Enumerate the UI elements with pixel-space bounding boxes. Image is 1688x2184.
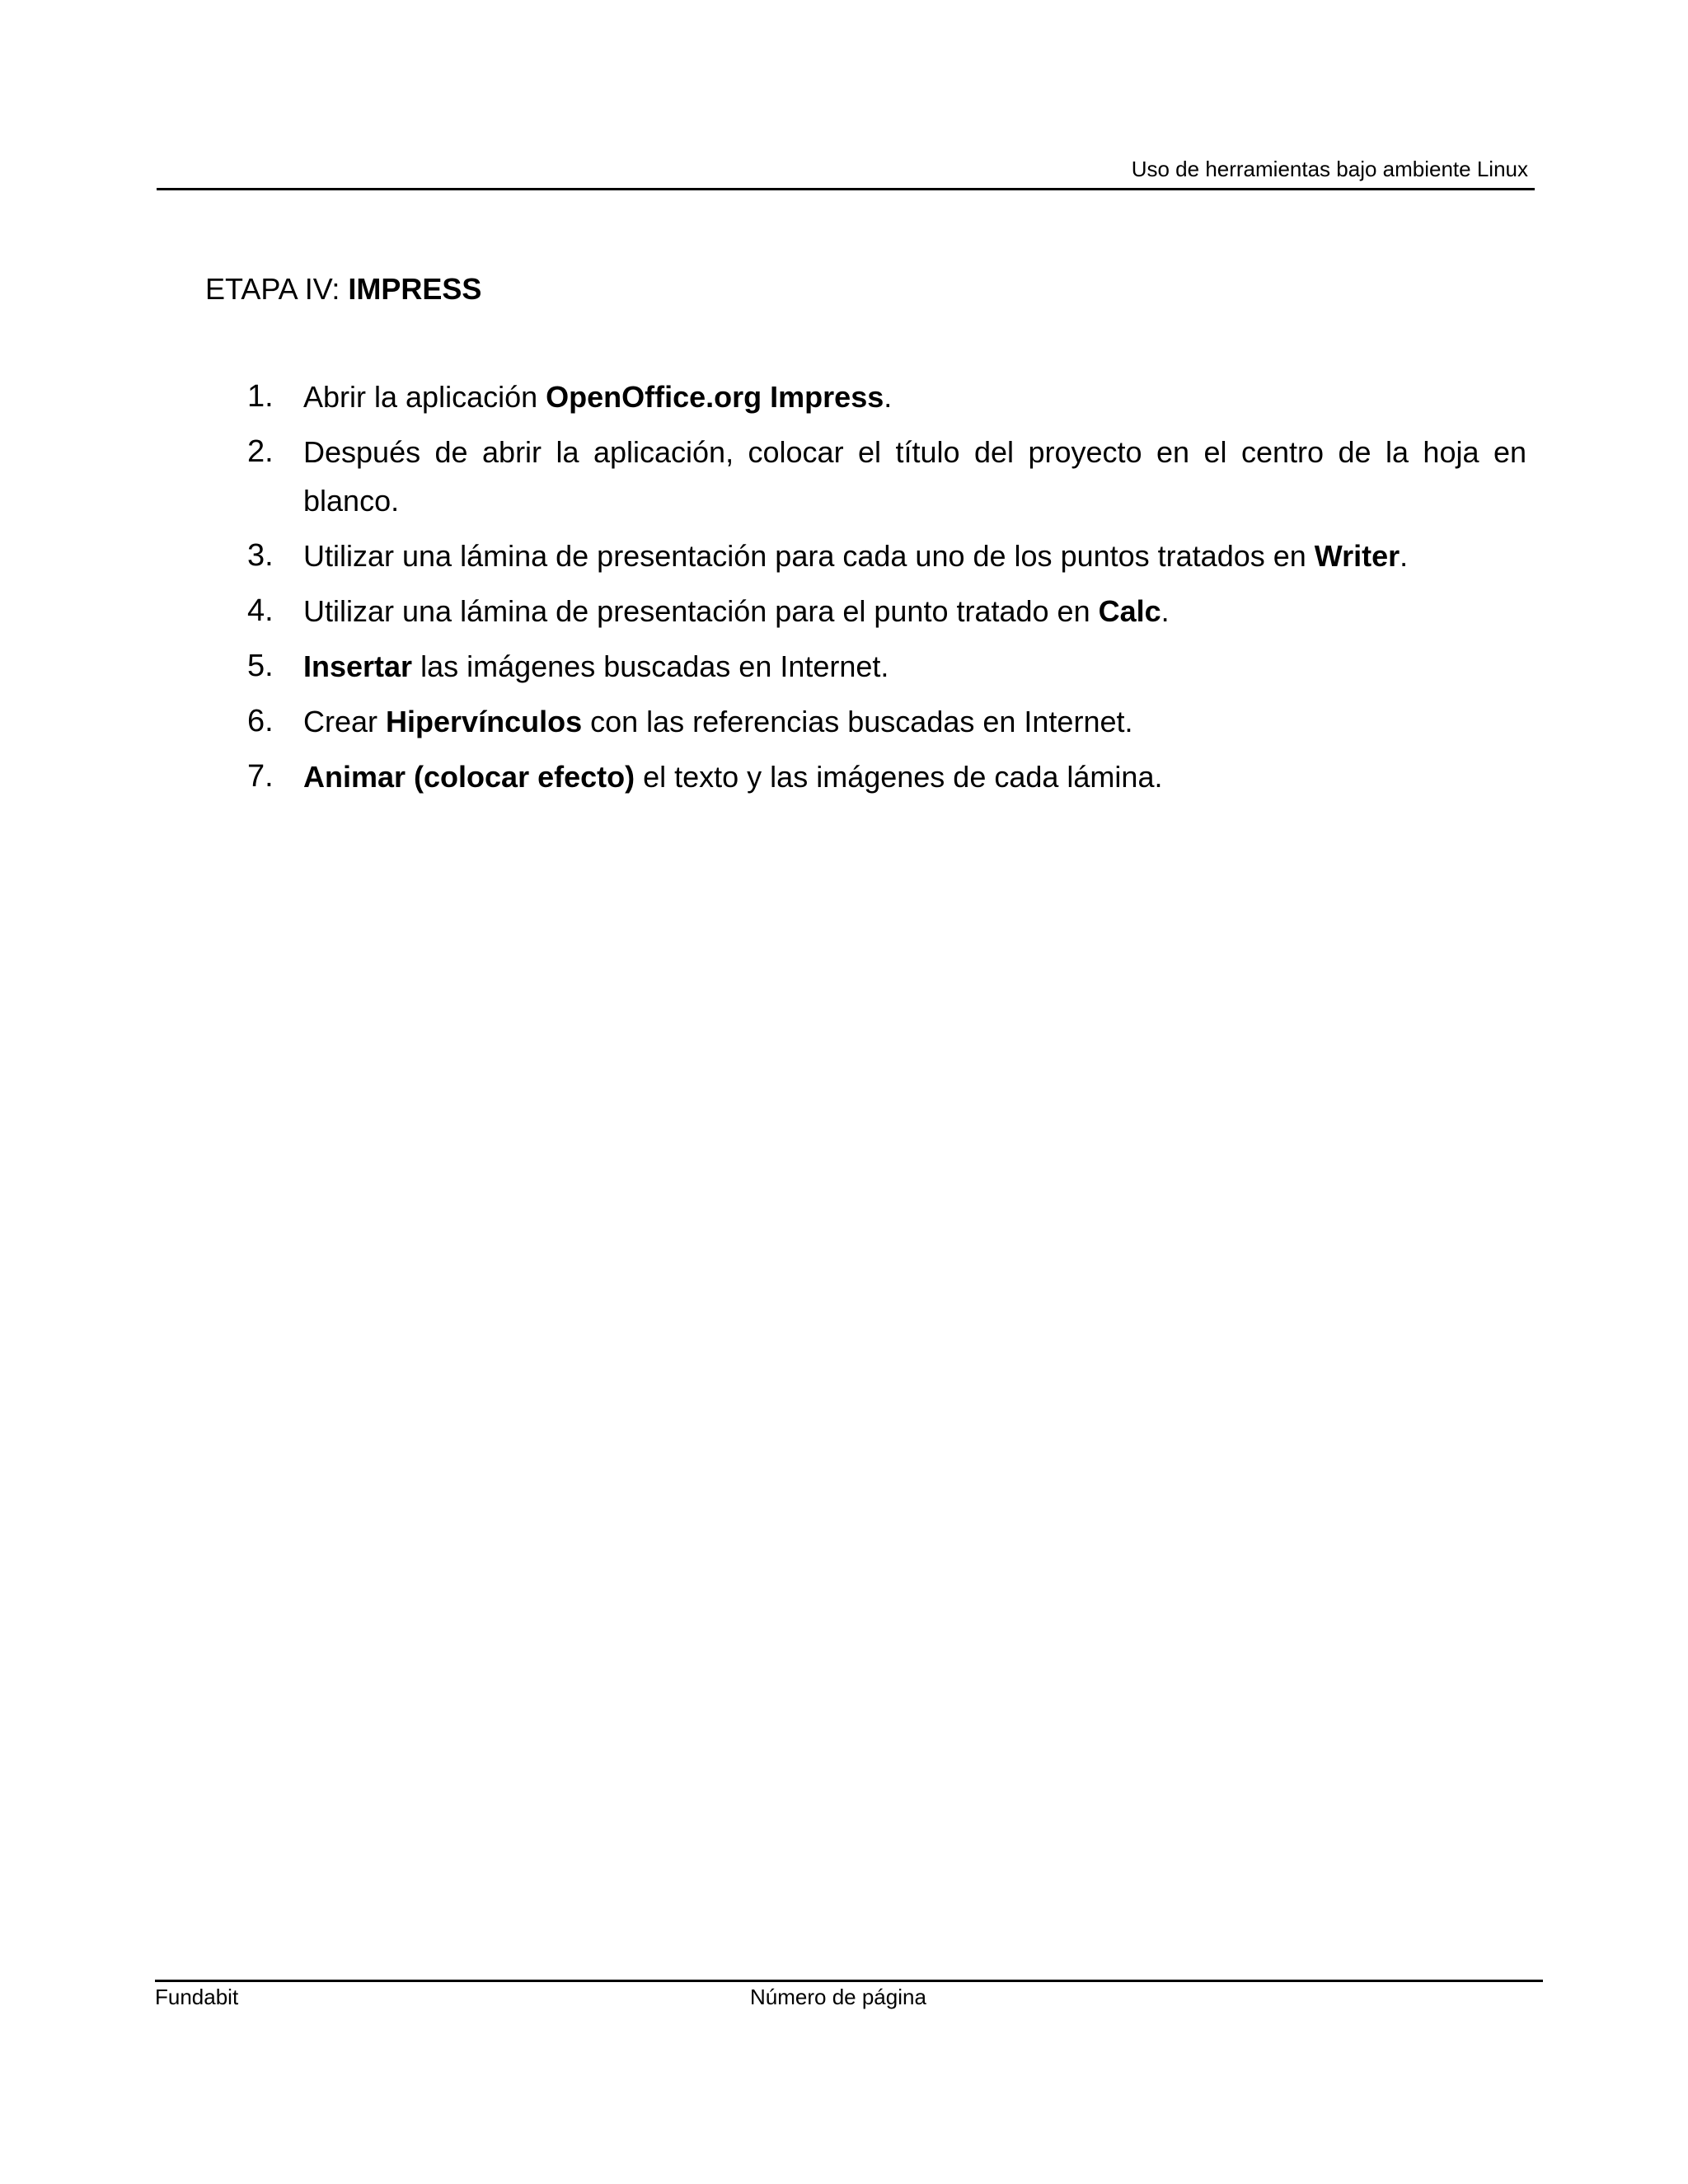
task-item-6 [247,697,1526,746]
task-emphasis: Calc [1098,594,1161,628]
task-text: . [1400,539,1409,573]
task-text: . [884,380,893,414]
task-text: Crear [303,705,387,738]
footer-organization: Fundabit [155,1985,239,2009]
task-item-2 [247,428,1526,525]
task-number: 6. [247,704,274,738]
task-emphasis: OpenOffice.org Impress [546,380,884,414]
page-header-title: Uso de herramientas bajo ambiente Linux [1131,157,1528,181]
header-divider [157,188,1535,190]
section-prefix: ETAPA IV: [205,272,349,306]
section-title: IMPRESS [348,272,482,306]
task-emphasis: Animar (colocar efecto) [303,760,635,794]
task-text: . [1160,594,1170,628]
task-text: Utilizar una lámina de presentación para cada uno de los puntos tratados en [303,539,1315,573]
task-item-1 [247,373,1526,421]
footer-page-number: Número de página [750,1985,926,2009]
task-item-4 [247,587,1526,635]
task-number: 2. [247,434,274,469]
task-emphasis: Hipervínculos [386,705,583,738]
task-number: 5. [247,649,274,683]
task-emphasis: Insertar [303,649,413,683]
task-item-7 [247,752,1526,801]
task-item-5 [247,642,1526,691]
task-text: Utilizar una lámina de presentación para el punto tratado en [303,594,1099,628]
task-text: Después de abrir la aplicación, colocar el título del proyecto en el centro de la hoja en blanco. [303,435,1526,518]
task-number: 1. [247,379,274,414]
task-number: 3. [247,538,274,573]
task-text: Abrir la aplicación [303,380,546,414]
task-text: con las referencias buscadas en Internet. [582,705,1133,738]
task-emphasis: Writer [1314,539,1400,573]
task-list [247,373,1526,808]
task-item-3 [247,532,1526,580]
section-heading [205,272,481,307]
task-number: 7. [247,759,274,794]
task-number: 4. [247,593,274,628]
task-text: el texto y las imágenes de cada lámina. [635,760,1163,794]
task-text: las imágenes buscadas en Internet. [412,649,889,683]
footer-divider [155,1980,1543,1982]
